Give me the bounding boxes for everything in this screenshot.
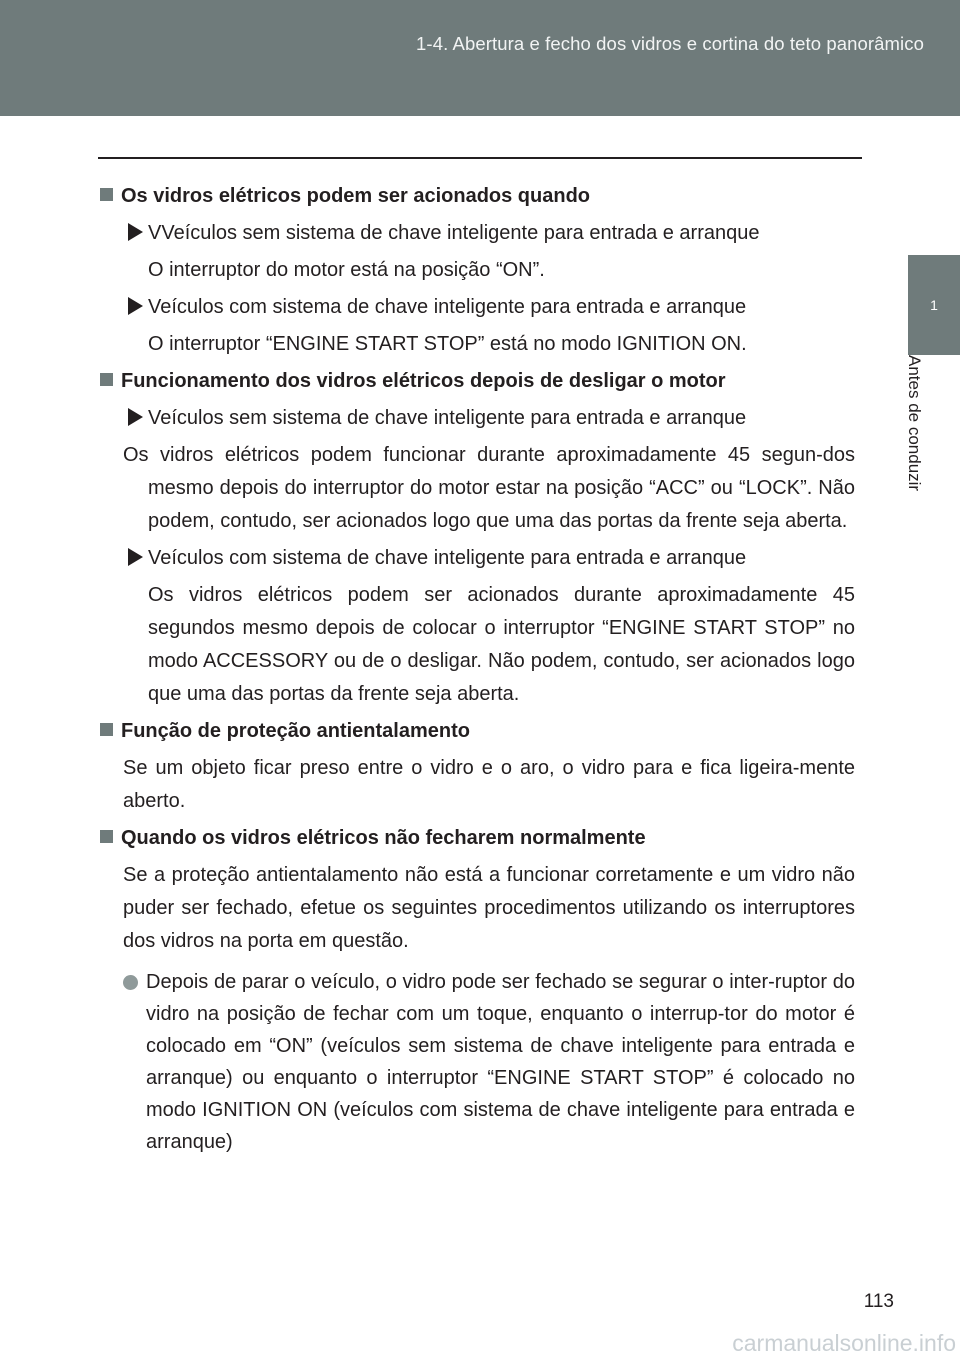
triangle-arrow-icon [128,297,143,315]
condition-label-text: Veículos sem sistema de chave inteligente para entrada e arranque [148,407,747,429]
vehicle-condition-label [100,213,855,250]
section-heading [100,818,855,855]
section-heading [100,176,855,213]
condition-label-text: Veículos com sistema de chave inteligente para entrada e arranque [148,296,747,318]
condition-text: O interruptor “ENGINE START STOP” está no modo IGNITION ON. [148,333,747,355]
triangle-arrow-icon [128,408,143,426]
watermark[interactable]: carmanualsonline.info [732,1330,956,1356]
triangle-arrow-icon [128,223,143,241]
square-bullet-icon [100,830,113,843]
condition-paragraph: Os vidros elétricos podem ser acionados durante aproximadamente 45 segundos mesmo depois de colocar o interruptor “ENGINE START STOP” no modo ACCESSORY ou de o desligar. Não podem, contudo, ser acionados logo que uma das portas da frente seja aberta. [148,584,855,705]
condition-label-text: VVeículos sem sistema de chave inteligente para entrada e arranque [148,222,760,244]
heading-text: Funcionamento dos vidros elétricos depois de desligar o motor [121,370,726,392]
heading-text: Os vidros elétricos podem ser acionados quando [121,185,591,207]
section-heading [100,711,855,748]
vehicle-condition-label [100,398,855,435]
condition-text: O interruptor do motor está na posição “ON”. [148,259,545,281]
condition-label-text: Veículos com sistema de chave inteligente para entrada e arranque [148,547,747,569]
section-title: 1-4. Abertura e fecho dos vidros e cortina do teto panorâmico [416,33,924,54]
heading-text: Quando os vidros elétricos não fecharem normalmente [121,827,646,849]
top-rule [98,157,862,159]
square-bullet-icon [100,373,113,386]
condition-paragraph: Os vidros elétricos podem funcionar durante aproximadamente 45 segun-dos mesmo depois do interruptor do motor estar na posição “ACC” ou “LOCK”. Não podem, contudo, ser acionados logo que uma das portas da frente seja aberta. [123,444,855,532]
chapter-tab-label [905,355,960,555]
bullet-text: Depois de parar o veículo, o vidro pode ser fechado se segurar o inter-ruptor do vidro na posição de fechar com um toque, enquanto o interrup-tor do motor é colocado em “ON” (veículos sem sistema de chave inteligente para entrada e arranque) ou enquanto o interruptor “ENGINE START STOP” é colocado no modo IGNITION ON (veículos com sistema de chave inteligente para entrada e arranque) [146,971,855,1153]
header-band [0,0,960,116]
section-paragraph: Se a proteção antientalamento não está a funcionar corretamente e um vidro não puder ser fechado, efetue os seguintes procedimentos utilizando os interruptores dos vidros na porta em questão. [123,864,855,952]
heading-text: Função de proteção antientalamento [121,720,470,742]
vehicle-condition-label [100,538,855,575]
vehicle-condition-label [100,287,855,324]
square-bullet-icon [100,188,113,201]
circle-bullet-icon [123,975,138,990]
page-number: 113 [863,1291,894,1312]
section-heading [100,361,855,398]
section-paragraph: Se um objeto ficar preso entre o vidro e o aro, o vidro para e fica ligeira-mente aberto. [123,757,855,812]
chapter-tab-number[interactable]: 1 [908,255,960,355]
chapter-tab-label-text: Antes de conduzir [905,355,924,492]
triangle-arrow-icon [128,548,143,566]
square-bullet-icon [100,723,113,736]
page-content [100,176,855,1158]
bullet-item [100,958,855,1158]
